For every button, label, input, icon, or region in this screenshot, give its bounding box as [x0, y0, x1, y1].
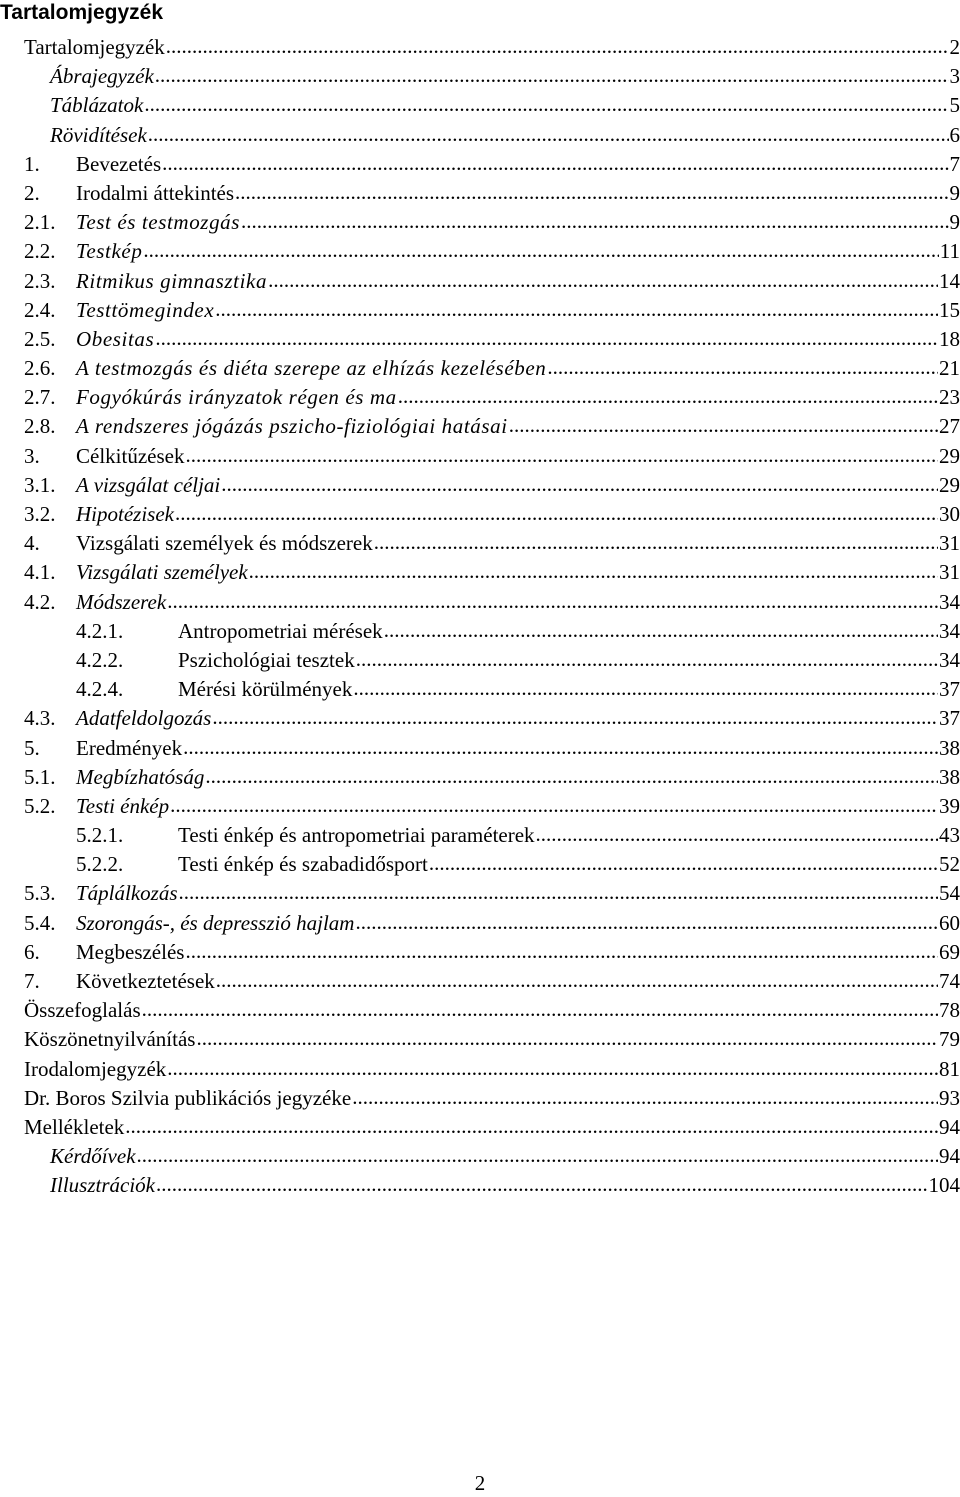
toc-entry-number: 5.	[24, 735, 40, 760]
toc-entry-title: Szorongás-, és depresszió hajlam	[76, 910, 355, 935]
dot-leader	[170, 791, 938, 820]
document-heading: Tartalomjegyzék	[0, 1, 164, 24]
dot-leader	[352, 1083, 938, 1112]
toc-entry[interactable]	[24, 296, 960, 325]
toc-entry[interactable]	[24, 500, 960, 529]
toc-entry[interactable]	[24, 442, 960, 471]
toc-entry-page: 31	[939, 531, 960, 556]
dot-leader	[155, 324, 938, 353]
dot-leader	[215, 295, 938, 324]
toc-entry[interactable]	[24, 938, 960, 967]
toc-entry-number: 2.5.	[24, 326, 56, 351]
dot-leader	[175, 499, 938, 528]
toc-entry-number: 2.3.	[24, 268, 56, 293]
page-number: 2	[474, 1471, 486, 1495]
toc-entry[interactable]	[24, 91, 960, 120]
toc-entry[interactable]	[24, 1142, 960, 1171]
toc-entry-title: Testi énkép és antropometriai paraméterek	[178, 823, 535, 848]
toc-entry-number: 2.1.	[24, 210, 56, 235]
toc-entry[interactable]	[24, 879, 960, 908]
toc-entry-page: 15	[939, 297, 960, 322]
toc-entry[interactable]	[24, 617, 960, 646]
toc-entry-page: 37	[939, 677, 960, 702]
dot-leader	[384, 616, 938, 645]
toc-entry[interactable]	[24, 237, 960, 266]
toc-entry[interactable]	[24, 412, 960, 441]
toc-entry-page: 34	[939, 589, 960, 614]
toc-entry-page: 11	[939, 239, 960, 264]
toc-entry-title: A testmozgás és diéta szerepe az elhízás kezelésében	[76, 356, 547, 381]
dot-leader	[142, 995, 938, 1024]
dot-leader	[356, 645, 938, 674]
toc-entry[interactable]	[24, 354, 960, 383]
toc-entry-page: 79	[939, 1027, 960, 1052]
toc-entry-page: 34	[939, 647, 960, 672]
toc-entry-title: Megbízhatóság	[76, 764, 205, 789]
toc-entry[interactable]	[24, 1084, 960, 1113]
toc-entry-title: Adatfeldolgozás	[76, 706, 212, 731]
toc-entry-title: Táplálkozás	[76, 881, 178, 906]
toc-entry-title: Eredmények	[76, 735, 183, 760]
toc-entry-number: 4.2.1.	[76, 618, 124, 643]
dot-leader	[155, 61, 949, 90]
toc-entry-title: Testi énkép	[76, 793, 170, 818]
toc-entry[interactable]	[24, 529, 960, 558]
dot-leader	[221, 470, 938, 499]
toc-entry[interactable]	[24, 33, 960, 62]
toc-entry-page: 9	[949, 180, 960, 205]
dot-leader	[185, 937, 938, 966]
toc-entry-title: A vizsgálat céljai	[76, 472, 221, 497]
toc-entry-number: 5.2.1.	[76, 823, 124, 848]
toc-entry-number: 1.	[24, 151, 40, 176]
toc-entry[interactable]	[24, 208, 960, 237]
toc-entry-page: 7	[949, 151, 960, 176]
toc-entry-number: 5.2.	[24, 793, 56, 818]
toc-entry-title: Antropometriai mérések	[178, 618, 383, 643]
toc-entry-page: 21	[939, 356, 960, 381]
toc-entry-number: 3.	[24, 443, 40, 468]
toc-entry[interactable]	[24, 62, 960, 91]
toc-entry-page: 3	[949, 64, 960, 89]
dot-leader	[212, 703, 938, 732]
toc-entry-title: Testkép	[76, 239, 143, 264]
dot-leader	[166, 32, 949, 61]
toc-entry-number: 5.3.	[24, 881, 56, 906]
dot-leader	[137, 1141, 938, 1170]
toc-entry-title: Összefoglalás	[24, 998, 141, 1023]
toc-entry-page: 29	[939, 443, 960, 468]
dot-leader	[353, 674, 938, 703]
toc-entry-title: Hipotézisek	[76, 502, 174, 526]
dot-leader	[509, 411, 938, 440]
toc-entry-title: Köszönetnyilvánítás	[24, 1027, 196, 1052]
toc-entry-title: Illusztrációk	[50, 1173, 155, 1198]
toc-entry-page: 14	[939, 268, 960, 293]
toc-entry-number: 2.4.	[24, 297, 56, 322]
toc-entry-page: 30	[939, 502, 960, 526]
toc-entry-number: 5.1.	[24, 764, 56, 789]
dot-leader	[185, 441, 938, 470]
toc-entry-title: Ábrajegyzék	[50, 64, 154, 89]
toc-entry[interactable]	[24, 267, 960, 296]
toc-entry-number: 4.	[24, 531, 40, 556]
dot-leader	[205, 762, 938, 791]
toc-entry-title: Tartalomjegyzék	[24, 35, 165, 59]
toc-entry-title: Dr. Boros Szilvia publikációs jegyzéke	[24, 1085, 352, 1110]
toc-entry-title: Ritmikus gimnasztika	[76, 268, 268, 293]
toc-entry-number: 3.2.	[24, 502, 56, 526]
toc-entry-page: 18	[939, 326, 960, 351]
toc-entry-title: Következtetések	[76, 969, 215, 993]
dot-leader	[547, 353, 938, 382]
toc-entry-title: Módszerek	[76, 589, 167, 614]
toc-entry-title: Táblázatok	[50, 93, 144, 118]
toc-entry-number: 5.2.2.	[76, 852, 124, 877]
toc-entry-number: 4.3.	[24, 706, 56, 731]
dot-leader	[148, 120, 949, 149]
toc-entry-number: 5.4.	[24, 910, 56, 935]
toc-entry-number: 4.2.2.	[76, 647, 124, 672]
dot-leader	[125, 1112, 938, 1141]
toc-entry[interactable]	[24, 121, 960, 150]
toc-entry-page: 38	[939, 764, 960, 789]
toc-entry[interactable]	[24, 967, 960, 996]
toc-entry-page: 27	[939, 414, 960, 439]
dot-leader	[196, 1024, 938, 1053]
toc-entry[interactable]	[24, 909, 960, 938]
dot-leader	[167, 1054, 938, 1083]
dot-leader	[143, 236, 938, 265]
toc-entry-title: Célkitűzések	[76, 443, 185, 468]
toc-entry[interactable]	[24, 588, 960, 617]
toc-entry[interactable]	[24, 763, 960, 792]
toc-entry[interactable]	[24, 792, 960, 821]
toc-entry-number: 7.	[24, 969, 40, 993]
toc-entry[interactable]	[24, 150, 960, 179]
toc-entry[interactable]	[24, 850, 960, 879]
toc-entry[interactable]	[24, 821, 960, 850]
toc-entry-page: 29	[939, 472, 960, 497]
toc-entry[interactable]	[24, 471, 960, 500]
toc-entry-number: 2.2.	[24, 239, 56, 264]
toc-entry-page: 6	[949, 122, 960, 147]
toc-entry-title: Fogyókúrás irányzatok régen és ma	[76, 385, 397, 410]
toc-entry-title: Testtömegindex	[76, 297, 215, 322]
toc-entry-page: 54	[939, 881, 960, 906]
dot-leader	[268, 266, 938, 295]
toc-entry-page: 104	[928, 1173, 960, 1198]
toc-entry[interactable]	[24, 1171, 960, 1200]
toc-entry-page: 60	[939, 910, 960, 935]
table-of-contents	[24, 33, 960, 1201]
toc-entry-title: Irodalmi áttekintés	[76, 180, 235, 205]
toc-entry-title: Obesitas	[76, 326, 155, 351]
dot-leader	[429, 849, 938, 878]
toc-entry-title: Test és testmozgás	[76, 210, 241, 235]
toc-entry-title: Mérési körülmények	[178, 677, 353, 702]
toc-entry-number: 4.2.4.	[76, 677, 124, 702]
toc-entry[interactable]	[24, 996, 960, 1025]
toc-entry-page: 78	[939, 998, 960, 1023]
toc-entry-title: Pszichológiai tesztek	[178, 647, 355, 672]
toc-entry-page: 38	[939, 735, 960, 760]
dot-leader	[398, 382, 938, 411]
toc-entry-page: 31	[939, 560, 960, 585]
toc-entry-title: Vizsgálati személyek és módszerek	[76, 531, 373, 556]
toc-entry-title: Bevezetés	[76, 151, 162, 176]
dot-leader	[167, 587, 938, 616]
toc-entry-title: Irodalomjegyzék	[24, 1056, 167, 1081]
toc-entry-page: 43	[939, 823, 960, 848]
dot-leader	[216, 966, 938, 995]
dot-leader	[536, 820, 938, 849]
toc-entry-page: 94	[939, 1114, 960, 1139]
dot-leader	[162, 149, 948, 178]
toc-entry[interactable]	[24, 646, 960, 675]
toc-entry-page: 93	[939, 1085, 960, 1110]
toc-entry-title: Vizsgálati személyek	[76, 560, 248, 585]
toc-entry-page: 52	[939, 852, 960, 877]
toc-entry[interactable]	[24, 383, 960, 412]
toc-entry-title: Mellékletek	[24, 1114, 125, 1139]
toc-entry-number: 2.8.	[24, 414, 56, 439]
toc-entry-number: 2.7.	[24, 385, 56, 410]
toc-entry-title: Rövidítések	[50, 122, 147, 147]
toc-entry-number: 4.1.	[24, 560, 56, 585]
toc-entry[interactable]	[24, 1055, 960, 1084]
toc-entry-title: Kérdőívek	[50, 1144, 136, 1169]
toc-entry[interactable]	[24, 179, 960, 208]
toc-entry-number: 4.2.	[24, 589, 56, 614]
dot-leader	[144, 90, 948, 119]
toc-entry-page: 34	[939, 618, 960, 643]
toc-entry[interactable]	[24, 558, 960, 587]
toc-entry-number: 6.	[24, 939, 40, 964]
toc-entry-title: Megbeszélés	[76, 939, 185, 964]
dot-leader	[374, 528, 938, 557]
toc-entry-page: 2	[949, 35, 960, 59]
toc-entry-number: 2.6.	[24, 356, 56, 381]
toc-entry-page: 39	[939, 793, 960, 818]
dot-leader	[179, 878, 938, 907]
toc-entry-page: 69	[939, 939, 960, 964]
toc-entry-page: 9	[949, 210, 960, 235]
toc-entry[interactable]	[24, 1113, 960, 1142]
dot-leader	[249, 557, 938, 586]
toc-entry-number: 3.1.	[24, 472, 56, 497]
toc-entry[interactable]	[24, 325, 960, 354]
toc-entry-page: 23	[939, 385, 960, 410]
toc-entry[interactable]	[24, 1025, 960, 1054]
toc-entry-page: 74	[939, 969, 960, 993]
toc-entry-page: 94	[939, 1144, 960, 1169]
toc-entry-page: 81	[939, 1056, 960, 1081]
toc-entry-title: Testi énkép és szabadidősport	[178, 852, 428, 877]
dot-leader	[183, 733, 938, 762]
toc-entry[interactable]	[24, 734, 960, 763]
dot-leader	[355, 908, 938, 937]
toc-entry-number: 2.	[24, 180, 40, 205]
toc-entry[interactable]	[24, 675, 960, 704]
toc-entry-page: 37	[939, 706, 960, 731]
toc-entry-page: 5	[949, 93, 960, 118]
dot-leader	[156, 1170, 928, 1199]
toc-entry[interactable]	[24, 704, 960, 733]
dot-leader	[235, 178, 948, 207]
dot-leader	[241, 207, 948, 236]
toc-entry-title: A rendszeres jógázás pszicho-fiziológiai hatásai	[76, 414, 508, 439]
